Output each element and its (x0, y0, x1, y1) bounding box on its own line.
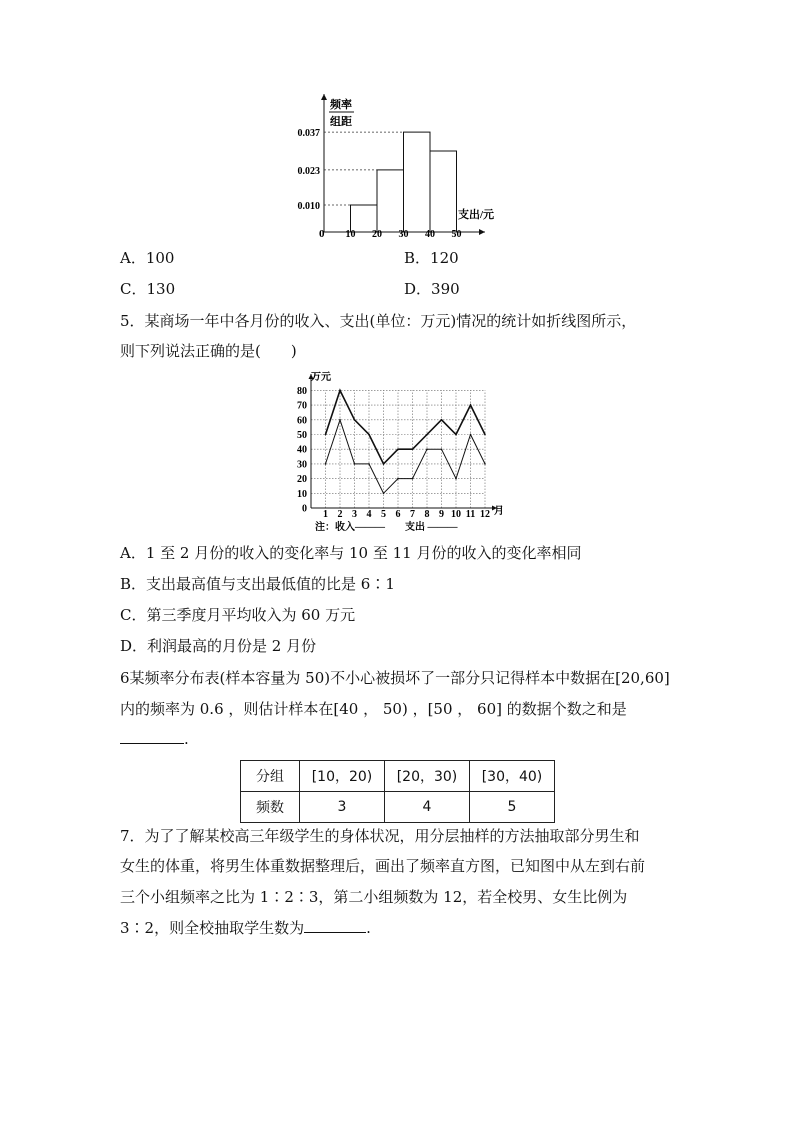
q6-stem-line2: 内的频率为 0.6 ，则估计样本在[40 ， 50) ，[50 ， 60] 的数据个数之和是 (120, 700, 627, 718)
q4-option-a: A．100 (120, 249, 175, 267)
line-data-point (441, 419, 443, 421)
line-data-point (397, 448, 399, 450)
q6-stem-end: . (184, 730, 189, 748)
hist-ylabel-top: 频率 (330, 99, 352, 111)
line-data-point (383, 493, 385, 495)
line-data-point (426, 434, 428, 436)
hist-y-axis-arrow (321, 94, 327, 100)
hist-x-tick-label: 10 (345, 229, 356, 240)
line-x-tick-label: 1 (323, 509, 328, 520)
hist-xlabel: 支出/元 (458, 209, 495, 221)
line-x-tick-label: 6 (395, 509, 401, 520)
line-y-tick-label: 0 (302, 503, 307, 515)
line-data-point (354, 463, 356, 465)
hist-origin-label: 0 (319, 228, 325, 240)
q7-stem-line4 (120, 918, 371, 938)
q5-option-b: B．支出最高值与支出最低值的比是 6∶1 (120, 575, 395, 593)
line-y-tick-label: 40 (297, 444, 307, 456)
line-data-point (426, 448, 428, 450)
q5-option-a: A．1 至 2 月份的收入的变化率与 10 至 11 月份的收入的变化率相同 (120, 544, 582, 562)
table-cell: 3 (300, 792, 385, 823)
line-x-tick-label: 9 (439, 509, 444, 520)
line-x-tick-label: 12 (480, 509, 490, 520)
line-x-tick-label: 3 (352, 509, 357, 520)
q5-option-c: C．第三季度月平均收入为 60 万元 (120, 606, 356, 624)
table-row (241, 761, 555, 792)
line-data-point (339, 390, 341, 392)
q4-option-d: D．390 (404, 280, 460, 298)
line-data-point (470, 434, 472, 436)
line-y-tick-label: 20 (297, 474, 307, 486)
hist-y-tick-label: 0.023 (297, 165, 320, 177)
q5-option-d: D．利润最高的月份是 2 月份 (120, 637, 317, 655)
line-data-point (397, 478, 399, 480)
hist-x-tick-label: 40 (425, 229, 435, 240)
line-unit-label: 万元 (311, 372, 331, 383)
q7-stem-text: 3∶2，则全校抽取学生数为 (120, 919, 305, 937)
hist-bar (351, 205, 378, 232)
table-cell: 频数 (241, 792, 300, 823)
hist-x-tick-label: 30 (398, 229, 409, 240)
line-data-point (470, 404, 472, 406)
q6-answer-blank (120, 729, 184, 744)
line-x-tick-label: 2 (337, 509, 343, 520)
table-cell: 4 (385, 792, 470, 823)
q5-stem-line1: 5．某商场一年中各月份的收入、支出(单位：万元)情况的统计如折线图所示， (120, 312, 637, 330)
q6-stem-line1: 6某频率分布表(样本容量为 50)不小心被损坏了一部分只记得样本中数据在[20,60] (120, 669, 670, 687)
q7-stem-line3: 三个小组频率之比为 1∶2∶3，第二小组频数为 12，若全校男、女生比例为 (120, 888, 628, 906)
table-cell: [20，30) (385, 761, 470, 792)
hist-y-tick-label: 0.037 (297, 128, 320, 140)
hist-x-axis-arrow (479, 229, 485, 235)
line-data-point (325, 434, 327, 436)
q7-stem-end: . (366, 919, 371, 937)
q7-answer-blank (304, 918, 366, 933)
line-data-point (484, 434, 486, 436)
line-x-tick-label: 7 (410, 509, 415, 520)
line-y-tick-label: 70 (297, 400, 307, 412)
line-x-tick-label: 8 (424, 509, 430, 520)
q5-stem-line2: 则下列说法正确的是( ) (120, 342, 297, 360)
line-y-tick-label: 10 (297, 488, 307, 500)
line-chart (285, 368, 515, 536)
line-y-tick-label: 30 (297, 459, 307, 471)
line-data-point (484, 463, 486, 465)
hist-x-tick-label: 20 (372, 229, 382, 240)
table-cell: 5 (470, 792, 555, 823)
q4-option-c: C．130 (120, 280, 176, 298)
q7-stem-line1: 7．为了了解某校高三年级学生的身体状况，用分层抽样的方法抽取部分男生和 (120, 827, 640, 845)
line-data-point (412, 478, 414, 480)
line-y-tick-label: 60 (297, 415, 307, 427)
line-data-point (455, 478, 457, 480)
line-x-unit-label: 月 (494, 506, 504, 517)
q7-stem-line2: 女生的体重，将男生体重数据整理后，画出了频率直方图，已知图中从左到右前 (120, 857, 646, 875)
line-legend: 注：收入——— 支出 ——— (315, 522, 458, 533)
line-x-tick-label: 11 (465, 509, 476, 520)
line-data-point (368, 434, 370, 436)
line-series-income (326, 390, 486, 464)
line-x-tick-label: 4 (366, 509, 372, 520)
q4-option-b: B．120 (404, 249, 459, 267)
line-data-point (383, 463, 385, 465)
table-cell: [30，40) (470, 761, 555, 792)
hist-bar (377, 170, 404, 232)
hist-bar (404, 132, 431, 232)
line-data-point (441, 448, 443, 450)
line-x-tick-label: 5 (381, 509, 386, 520)
line-data-point (339, 419, 341, 421)
table-row (241, 792, 555, 823)
hist-bar (430, 151, 457, 232)
hist-y-tick-label: 0.010 (297, 201, 320, 212)
line-data-point (455, 434, 457, 436)
table-cell: [10，20) (300, 761, 385, 792)
line-data-point (325, 463, 327, 465)
line-data-point (412, 448, 414, 450)
line-data-point (368, 463, 370, 465)
line-series-expense (326, 420, 486, 494)
hist-x-tick-label: 50 (451, 229, 462, 240)
line-y-tick-label: 50 (297, 430, 307, 441)
histogram-chart (280, 88, 500, 248)
frequency-table (240, 760, 555, 823)
line-y-tick-label: 80 (297, 385, 307, 397)
table-cell: 分组 (241, 761, 300, 792)
line-data-point (354, 419, 356, 421)
hist-ylabel-bottom: 组距 (330, 116, 352, 128)
q6-stem-line3 (120, 729, 189, 749)
line-x-tick-label: 10 (451, 509, 461, 520)
